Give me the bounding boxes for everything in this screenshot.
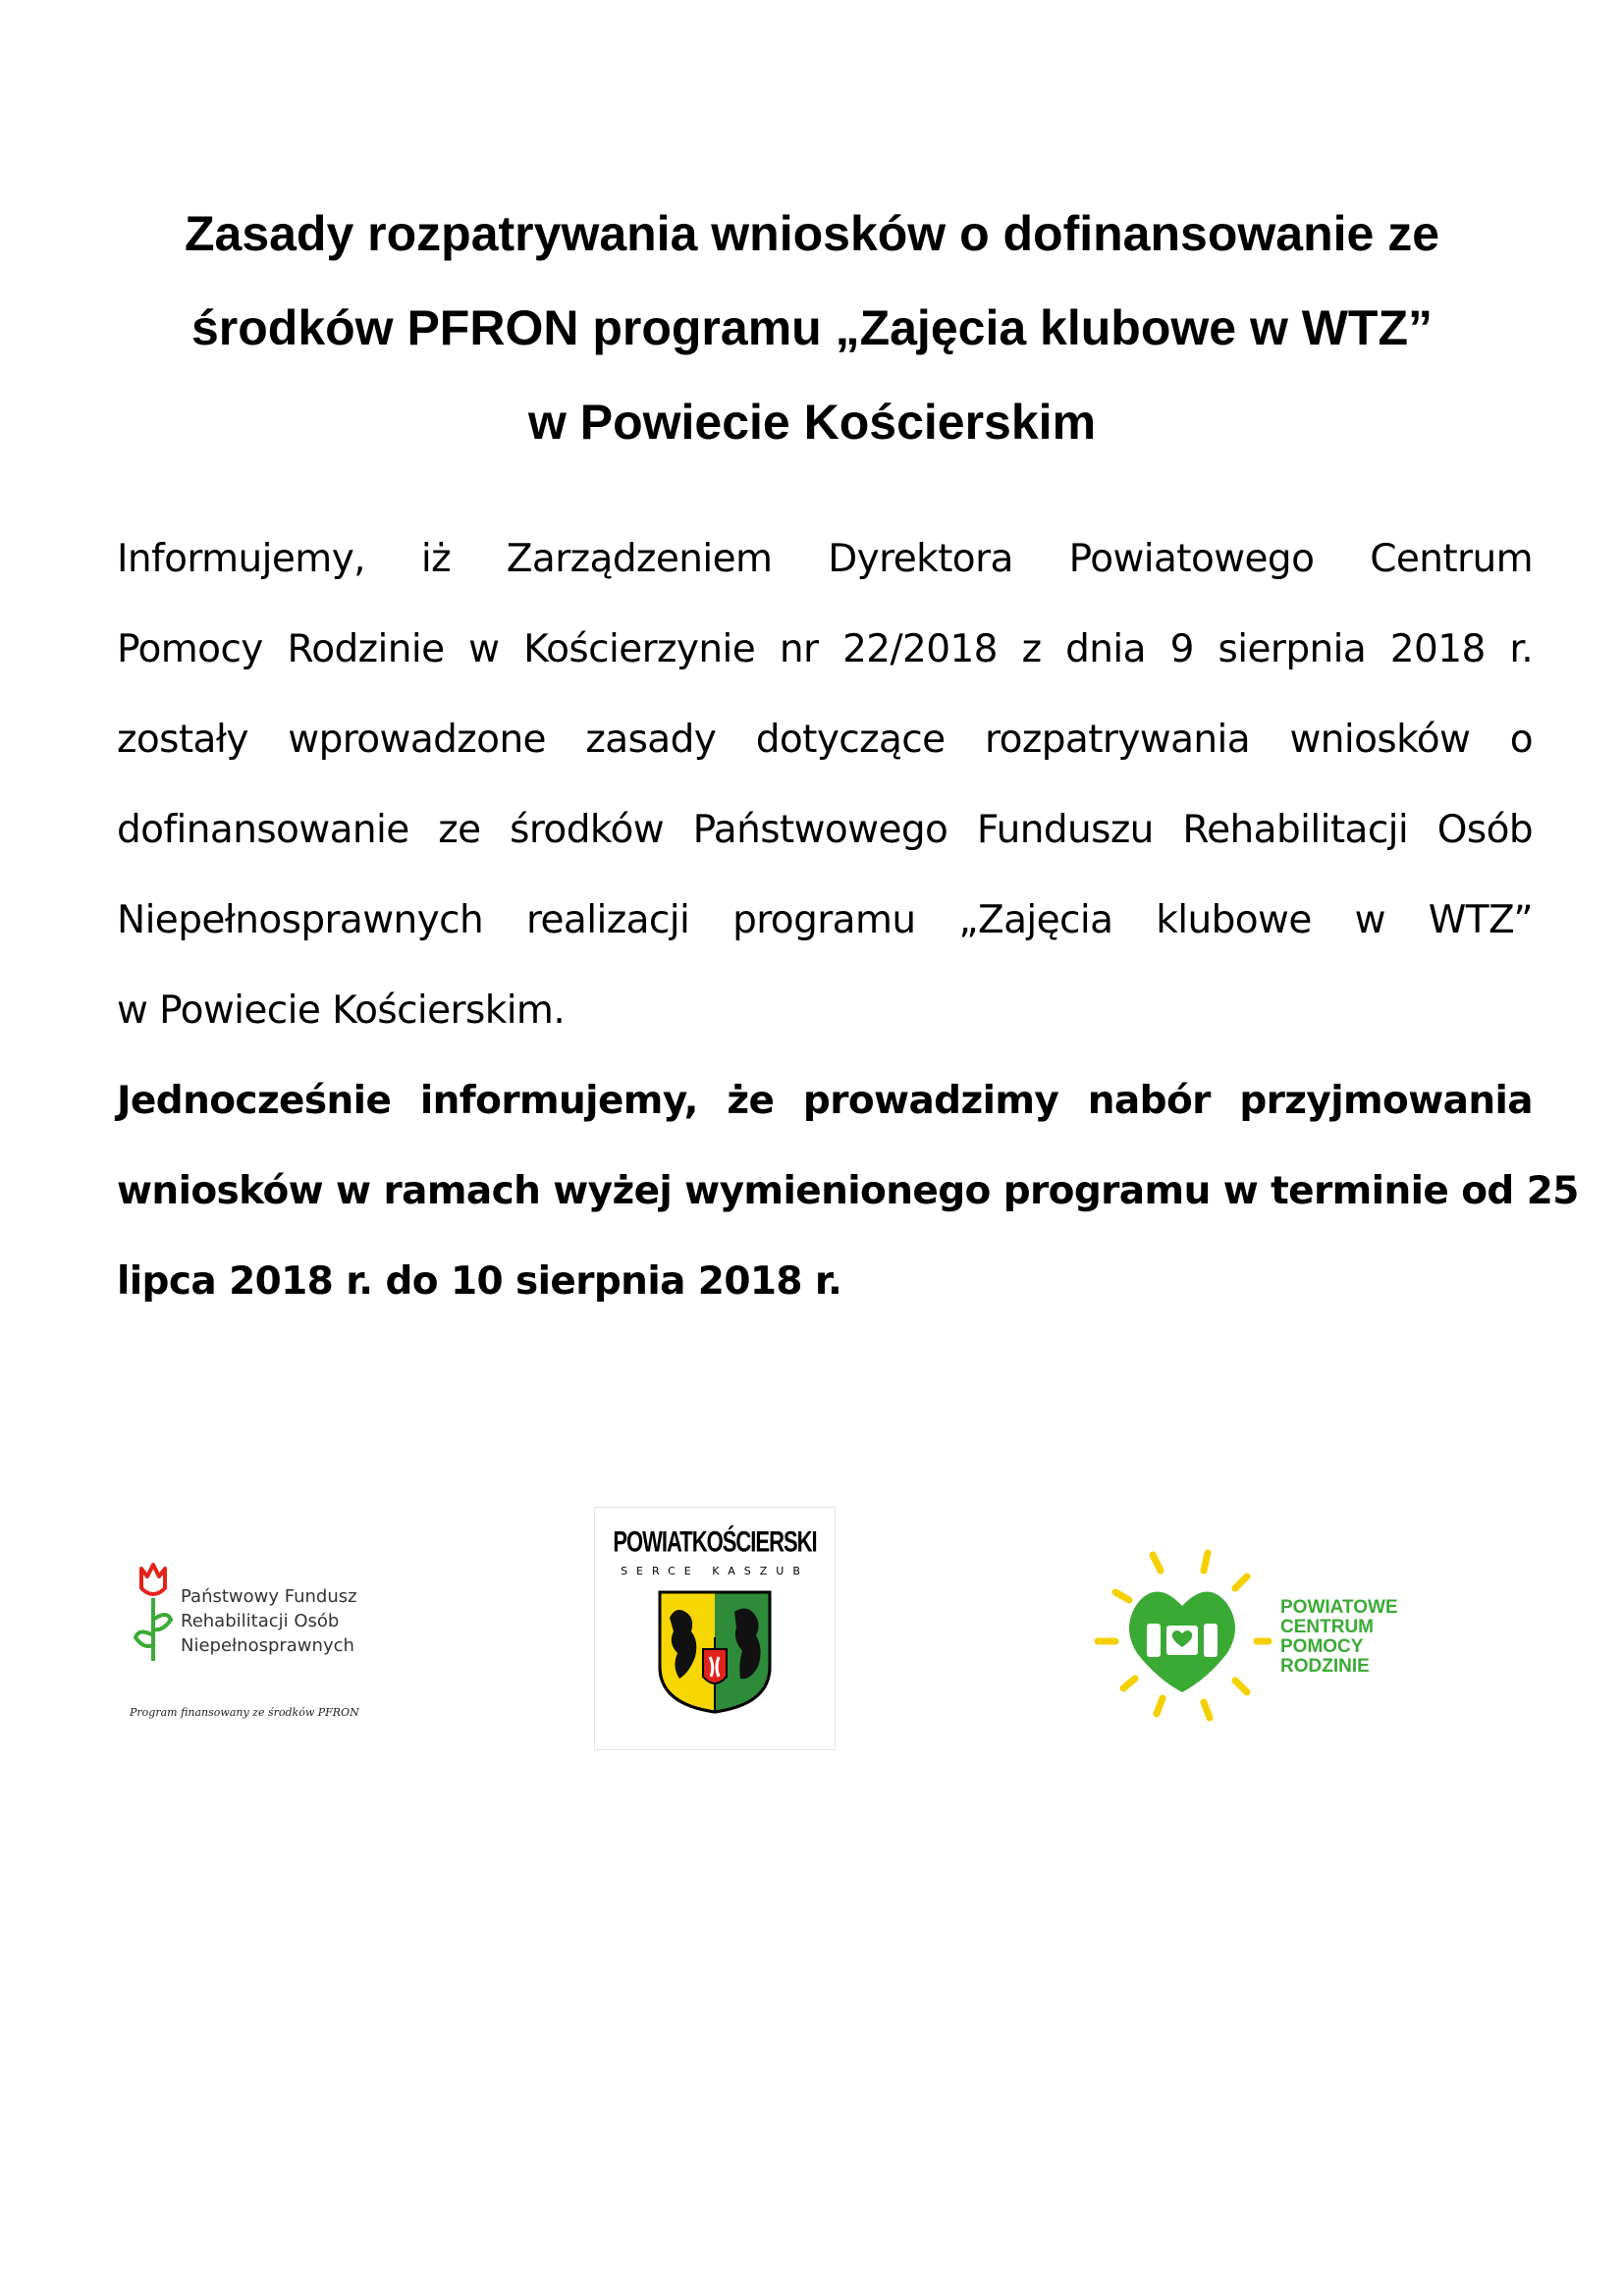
powiat-tagline: SERCE KASZUB (621, 1565, 809, 1577)
bold-line: Jednocześnie informujemy, że prowadzimy nabór przyjmowania (117, 1079, 1533, 1123)
coat-of-arms-icon (656, 1588, 774, 1716)
document-title (98, 187, 1526, 469)
powiat-name: POWIATKOŚCIERSKI (613, 1524, 817, 1559)
body-line: zostały wprowadzone zasady dotyczące rozpatrywania wniosków o (117, 718, 1533, 762)
pfron-name-line: Państwowy Fundusz (181, 1586, 357, 1607)
announcement-body (117, 514, 1579, 1327)
title-line: Zasady rozpatrywania wniosków o dofinansowanie ze (184, 206, 1440, 261)
pfron-name-line: Rehabilitacji Osób (181, 1611, 340, 1631)
body-line: Niepełnosprawnych realizacji programu „Zajęcia klubowe w WTZ” (117, 898, 1533, 942)
pcpr-name-line: POWIATOWE (1280, 1597, 1398, 1618)
body-line: Informujemy, iż Zarządzeniem Dyrektora Powiatowego Centrum (117, 537, 1533, 581)
body-line: w Powiecie Kościerskim. (117, 988, 566, 1033)
title-line: w Powiecie Kościerskim (527, 395, 1097, 450)
pcpr-name-line: CENTRUM (1280, 1617, 1374, 1637)
body-line: Pomocy Rodzinie w Kościerzynie nr 22/2018 z dnia 9 sierpnia 2018 r. (117, 627, 1533, 671)
pcpr-name-line: RODZINIE (1280, 1656, 1370, 1677)
body-line: dofinansowanie ze środków Państwowego Funduszu Rehabilitacji Osób (117, 808, 1533, 852)
pfron-name-line: Niepełnosprawnych (181, 1635, 354, 1656)
tulip-icon (128, 1559, 177, 1667)
bold-line: lipca 2018 r. do 10 sierpnia 2018 r. (117, 1259, 842, 1304)
title-line: środków PFRON programu „Zajęcia klubowe w WTZ” (190, 300, 1434, 355)
pfron-name (181, 1584, 357, 1658)
pfron-logo (128, 1559, 383, 1735)
heart-sun-icon (1088, 1531, 1274, 1728)
bold-line: wniosków w ramach wyżej wymienionego programu w terminie od 25 (117, 1169, 1579, 1213)
powiat-logo (594, 1507, 836, 1750)
pcpr-logo (1088, 1531, 1441, 1737)
pcpr-name-line: POMOCY (1280, 1636, 1364, 1657)
pfron-caption: Program finansowany ze środków PFRON (130, 1706, 359, 1719)
pcpr-name (1280, 1598, 1398, 1677)
